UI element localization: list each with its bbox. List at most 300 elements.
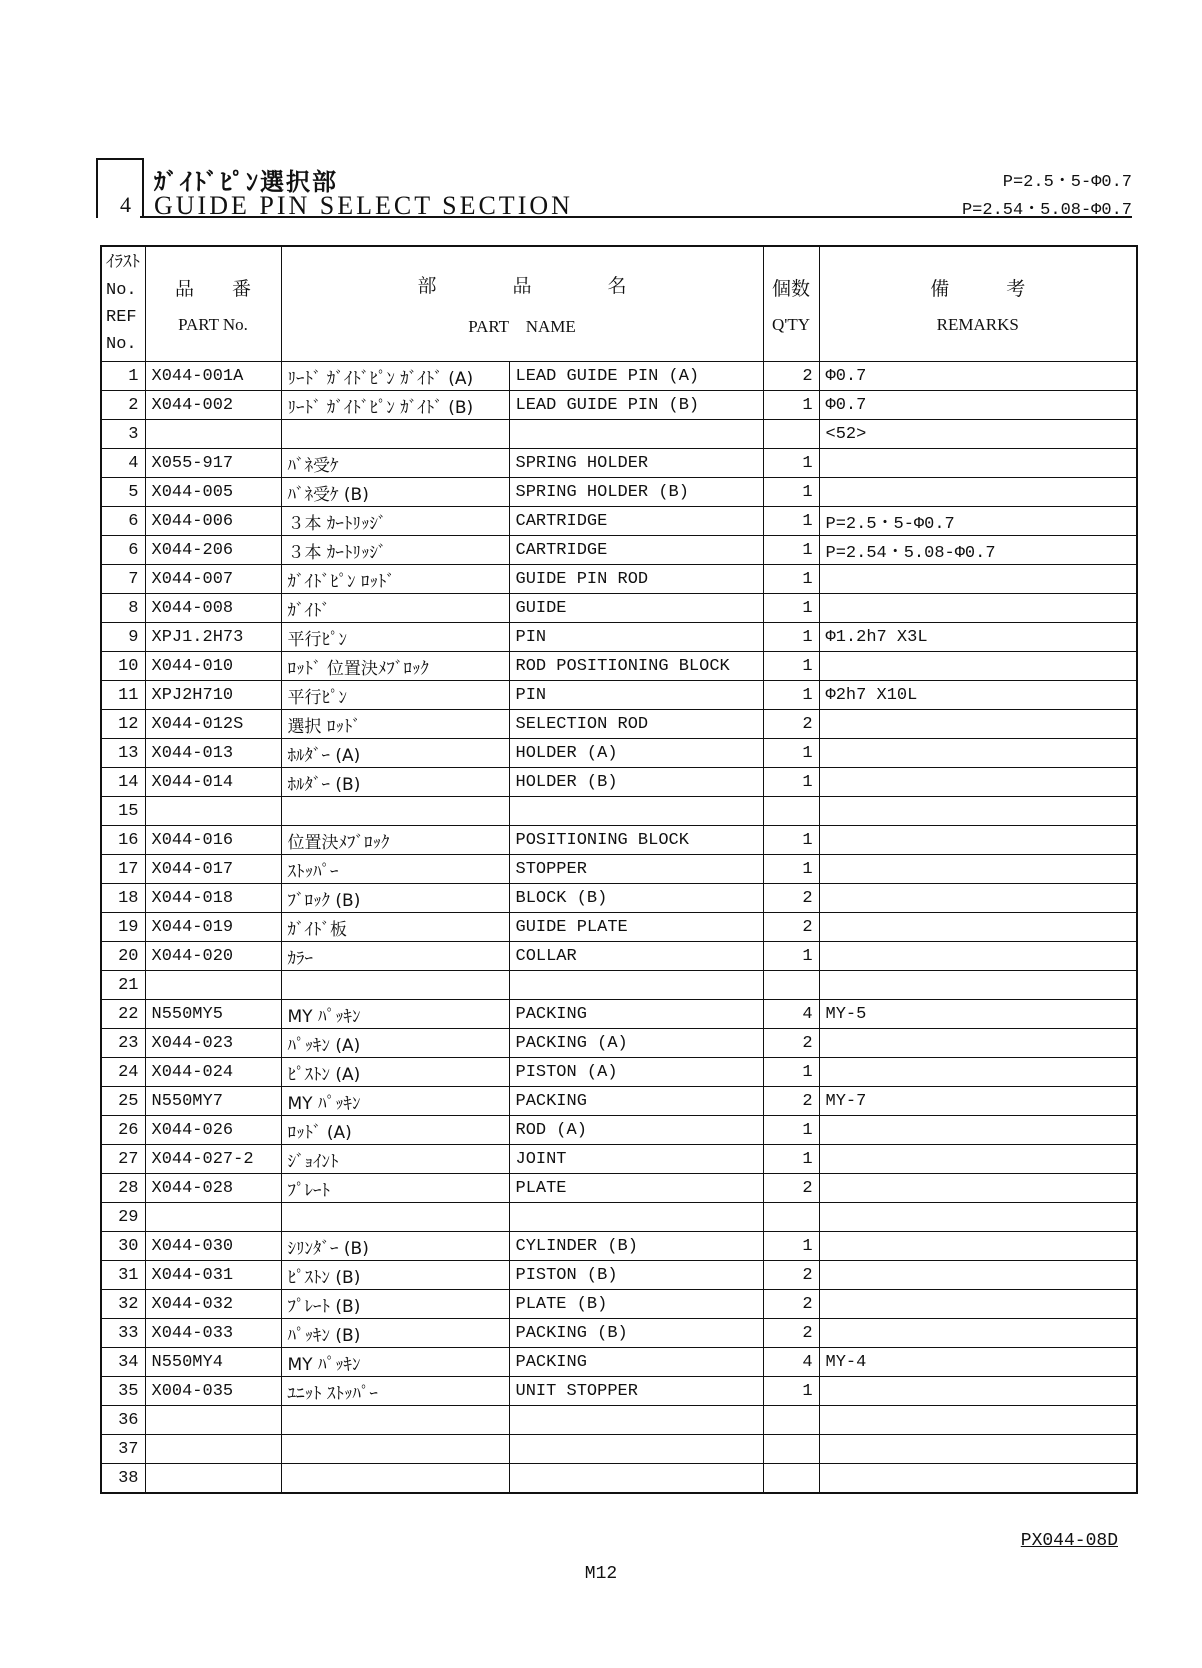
table-row: [101, 507, 1137, 536]
header-ref-line-4: No.: [106, 335, 137, 354]
cell-name-jp: MY ﾊﾟｯｷﾝ: [281, 1000, 509, 1029]
cell-part-no: [145, 1203, 281, 1232]
cell-qty: 1: [763, 1058, 819, 1087]
cell-name-en: PACKING: [509, 1000, 763, 1029]
cell-name-jp: [281, 797, 509, 826]
cell-name-jp: 平行ﾋﾟﾝ: [281, 681, 509, 710]
cell-ref-no: 18: [101, 884, 145, 913]
cell-qty: 1: [763, 594, 819, 623]
cell-qty: 1: [763, 478, 819, 507]
cell-name-jp: ﾛｯﾄﾞ 位置決ﾒﾌﾞﾛｯｸ: [281, 652, 509, 681]
cell-name-jp: [281, 420, 509, 449]
cell-remarks: [819, 971, 1137, 1000]
cell-qty: 2: [763, 1290, 819, 1319]
cell-name-jp: MY ﾊﾟｯｷﾝ: [281, 1348, 509, 1377]
cell-remarks: [819, 913, 1137, 942]
page-number: M12: [584, 1564, 618, 1584]
cell-qty: [763, 971, 819, 1000]
cell-ref-no: 28: [101, 1174, 145, 1203]
cell-remarks: MY-7: [819, 1087, 1137, 1116]
header-part-name-jp: 部 品 名: [417, 275, 627, 297]
cell-name-en: PACKING: [509, 1348, 763, 1377]
cell-name-en: PIN: [509, 623, 763, 652]
cell-qty: 1: [763, 855, 819, 884]
table-row: [101, 1174, 1137, 1203]
cell-remarks: [819, 1261, 1137, 1290]
cell-ref-no: 35: [101, 1377, 145, 1406]
cell-name-jp: ﾋﾟｽﾄﾝ (A): [281, 1058, 509, 1087]
cell-remarks: [819, 1406, 1137, 1435]
cell-part-no: X004-035: [145, 1377, 281, 1406]
cell-part-no: X044-008: [145, 594, 281, 623]
table-row: [101, 1029, 1137, 1058]
cell-ref-no: 23: [101, 1029, 145, 1058]
cell-ref-no: 26: [101, 1116, 145, 1145]
cell-name-jp: ﾘｰﾄﾞ ｶﾞｲﾄﾞﾋﾟﾝ ｶﾞｲﾄﾞ (A): [281, 362, 509, 391]
cell-part-no: X044-002: [145, 391, 281, 420]
cell-part-no: X044-030: [145, 1232, 281, 1261]
table-row: [101, 1116, 1137, 1145]
cell-name-en: [509, 797, 763, 826]
table-row: [101, 884, 1137, 913]
cell-name-en: ROD POSITIONING BLOCK: [509, 652, 763, 681]
table-row: [101, 739, 1137, 768]
cell-ref-no: 36: [101, 1406, 145, 1435]
cell-name-en: [509, 420, 763, 449]
cell-name-en: BLOCK (B): [509, 884, 763, 913]
cell-ref-no: 6: [101, 536, 145, 565]
cell-qty: 4: [763, 1000, 819, 1029]
cell-ref-no: 3: [101, 420, 145, 449]
cell-part-no: [145, 1464, 281, 1494]
cell-ref-no: 16: [101, 826, 145, 855]
cell-name-en: [509, 1203, 763, 1232]
cell-name-jp: ﾋﾟｽﾄﾝ (B): [281, 1261, 509, 1290]
cell-part-no: X044-001A: [145, 362, 281, 391]
pitch-spec-1: P=2.5・5-Φ0.7: [1002, 173, 1132, 192]
table-row: [101, 1087, 1137, 1116]
table-row: [101, 768, 1137, 797]
cell-part-no: X044-033: [145, 1319, 281, 1348]
table-row: [101, 942, 1137, 971]
cell-name-en: [509, 1406, 763, 1435]
cell-name-jp: ﾎﾙﾀﾞｰ (B): [281, 768, 509, 797]
header-ref-no: [101, 246, 145, 362]
cell-name-en: PLATE: [509, 1174, 763, 1203]
cell-part-no: [145, 420, 281, 449]
cell-name-en: CYLINDER (B): [509, 1232, 763, 1261]
cell-ref-no: 27: [101, 1145, 145, 1174]
cell-name-en: PISTON (B): [509, 1261, 763, 1290]
cell-part-no: N550MY7: [145, 1087, 281, 1116]
cell-name-en: GUIDE: [509, 594, 763, 623]
cell-remarks: [819, 826, 1137, 855]
cell-part-no: X044-012S: [145, 710, 281, 739]
cell-name-jp: ｶﾞｲﾄﾞ: [281, 594, 509, 623]
cell-qty: [763, 1435, 819, 1464]
cell-name-jp: ３本 ｶｰﾄﾘｯｼﾞ: [281, 507, 509, 536]
cell-name-en: STOPPER: [509, 855, 763, 884]
cell-ref-no: 1: [101, 362, 145, 391]
cell-remarks: [819, 565, 1137, 594]
cell-qty: 2: [763, 1174, 819, 1203]
table-row: [101, 1058, 1137, 1087]
header-remarks: [819, 246, 1137, 362]
cell-ref-no: 13: [101, 739, 145, 768]
cell-qty: [763, 1464, 819, 1494]
header-ref-line-2: No.: [106, 281, 137, 300]
cell-name-jp: 平行ﾋﾟﾝ: [281, 623, 509, 652]
cell-ref-no: 10: [101, 652, 145, 681]
cell-name-en: [509, 1435, 763, 1464]
table-row: [101, 1145, 1137, 1174]
cell-name-jp: ｶﾞｲﾄﾞﾋﾟﾝ ﾛｯﾄﾞ: [281, 565, 509, 594]
cell-part-no: X044-005: [145, 478, 281, 507]
cell-name-jp: [281, 1406, 509, 1435]
cell-name-en: PACKING (A): [509, 1029, 763, 1058]
cell-remarks: [819, 1464, 1137, 1494]
cell-remarks: [819, 1232, 1137, 1261]
header-remarks-en: REMARKS: [936, 314, 1019, 334]
cell-ref-no: 14: [101, 768, 145, 797]
cell-part-no: X044-006: [145, 507, 281, 536]
header-ref-line-1: ｲﾗｽﾄ: [106, 254, 140, 273]
cell-name-en: HOLDER (A): [509, 739, 763, 768]
table-row: [101, 362, 1137, 391]
cell-ref-no: 5: [101, 478, 145, 507]
cell-name-jp: ﾊﾞﾈ受ｹ: [281, 449, 509, 478]
table-row: [101, 1232, 1137, 1261]
cell-remarks: [819, 884, 1137, 913]
cell-qty: 1: [763, 1145, 819, 1174]
cell-name-en: SPRING HOLDER (B): [509, 478, 763, 507]
cell-qty: 1: [763, 536, 819, 565]
cell-ref-no: 38: [101, 1464, 145, 1494]
header-qty: [763, 246, 819, 362]
cell-remarks: [819, 1377, 1137, 1406]
cell-part-no: N550MY5: [145, 1000, 281, 1029]
cell-name-en: COLLAR: [509, 942, 763, 971]
cell-name-jp: ﾌﾟﾚｰﾄ: [281, 1174, 509, 1203]
header-part-name: [281, 246, 763, 362]
cell-part-no: [145, 797, 281, 826]
cell-remarks: [819, 1203, 1137, 1232]
cell-qty: 1: [763, 768, 819, 797]
cell-ref-no: 4: [101, 449, 145, 478]
cell-remarks: MY-4: [819, 1348, 1137, 1377]
cell-remarks: [819, 594, 1137, 623]
cell-name-en: CARTRIDGE: [509, 536, 763, 565]
cell-name-en: LEAD GUIDE PIN (A): [509, 362, 763, 391]
header-remarks-jp: 備 考: [930, 277, 1026, 300]
cell-name-jp: [281, 1203, 509, 1232]
cell-name-jp: ﾘｰﾄﾞ ｶﾞｲﾄﾞﾋﾟﾝ ｶﾞｲﾄﾞ (B): [281, 391, 509, 420]
header-part-no-jp: 品 番: [174, 277, 251, 300]
table-row: [101, 1377, 1137, 1406]
table-row: [101, 1261, 1137, 1290]
cell-ref-no: 21: [101, 971, 145, 1000]
cell-qty: 1: [763, 391, 819, 420]
cell-remarks: P=2.54・5.08-Φ0.7: [819, 536, 1137, 565]
table-row: [101, 420, 1137, 449]
cell-qty: 2: [763, 884, 819, 913]
cell-ref-no: 33: [101, 1319, 145, 1348]
cell-part-no: X044-010: [145, 652, 281, 681]
table-row: [101, 855, 1137, 884]
cell-part-no: X044-028: [145, 1174, 281, 1203]
cell-qty: 1: [763, 449, 819, 478]
cell-ref-no: 6: [101, 507, 145, 536]
cell-remarks: [819, 652, 1137, 681]
cell-ref-no: 11: [101, 681, 145, 710]
document-code: PX044-08D: [1020, 1531, 1118, 1551]
header-qty-en: Q'TY: [772, 314, 811, 334]
cell-qty: [763, 1406, 819, 1435]
cell-qty: [763, 797, 819, 826]
cell-name-en: SPRING HOLDER: [509, 449, 763, 478]
cell-name-jp: ﾛｯﾄﾞ (A): [281, 1116, 509, 1145]
cell-qty: 2: [763, 362, 819, 391]
cell-name-en: LEAD GUIDE PIN (B): [509, 391, 763, 420]
table-row: [101, 1290, 1137, 1319]
cell-qty: 1: [763, 739, 819, 768]
cell-name-jp: ﾌﾟﾚｰﾄ (B): [281, 1290, 509, 1319]
table-row: [101, 1203, 1137, 1232]
table-row: [101, 1348, 1137, 1377]
cell-name-en: [509, 971, 763, 1000]
cell-ref-no: 9: [101, 623, 145, 652]
cell-ref-no: 22: [101, 1000, 145, 1029]
cell-ref-no: 8: [101, 594, 145, 623]
cell-part-no: [145, 1435, 281, 1464]
table-row: [101, 623, 1137, 652]
cell-part-no: XPJ1.2H73: [145, 623, 281, 652]
cell-name-jp: ｽﾄｯﾊﾟｰ: [281, 855, 509, 884]
cell-name-jp: ３本 ｶｰﾄﾘｯｼﾞ: [281, 536, 509, 565]
cell-qty: [763, 420, 819, 449]
cell-remarks: [819, 942, 1137, 971]
cell-remarks: [819, 478, 1137, 507]
table-row: [101, 449, 1137, 478]
cell-part-no: N550MY4: [145, 1348, 281, 1377]
header-part-name-en: PART NAME: [468, 317, 576, 336]
cell-name-jp: [281, 1464, 509, 1494]
cell-remarks: [819, 1174, 1137, 1203]
cell-remarks: [819, 1435, 1137, 1464]
table-row: [101, 826, 1137, 855]
cell-qty: 2: [763, 1029, 819, 1058]
cell-remarks: [819, 739, 1137, 768]
cell-ref-no: 12: [101, 710, 145, 739]
cell-ref-no: 17: [101, 855, 145, 884]
table-row: [101, 913, 1137, 942]
cell-remarks: [819, 1116, 1137, 1145]
cell-remarks: Φ2h7 X10L: [819, 681, 1137, 710]
cell-part-no: X055-917: [145, 449, 281, 478]
cell-name-jp: ﾌﾞﾛｯｸ (B): [281, 884, 509, 913]
header-ref-line-3: REF: [106, 308, 137, 327]
cell-remarks: [819, 710, 1137, 739]
cell-ref-no: 7: [101, 565, 145, 594]
cell-remarks: [819, 1145, 1137, 1174]
cell-name-en: PACKING (B): [509, 1319, 763, 1348]
cell-remarks: Φ0.7: [819, 362, 1137, 391]
table-row: [101, 1406, 1137, 1435]
header-part-no: [145, 246, 281, 362]
cell-qty: 1: [763, 1377, 819, 1406]
table-row: [101, 1464, 1137, 1494]
cell-name-en: ROD (A): [509, 1116, 763, 1145]
cell-name-en: PISTON (A): [509, 1058, 763, 1087]
cell-ref-no: 15: [101, 797, 145, 826]
cell-remarks: P=2.5・5-Φ0.7: [819, 507, 1137, 536]
cell-remarks: <52>: [819, 420, 1137, 449]
cell-name-en: UNIT STOPPER: [509, 1377, 763, 1406]
cell-part-no: [145, 1406, 281, 1435]
cell-part-no: X044-020: [145, 942, 281, 971]
cell-ref-no: 25: [101, 1087, 145, 1116]
cell-ref-no: 24: [101, 1058, 145, 1087]
cell-name-en: PACKING: [509, 1087, 763, 1116]
cell-remarks: [819, 797, 1137, 826]
cell-name-en: PLATE (B): [509, 1290, 763, 1319]
cell-part-no: X044-007: [145, 565, 281, 594]
cell-ref-no: 20: [101, 942, 145, 971]
cell-qty: 4: [763, 1348, 819, 1377]
cell-qty: 2: [763, 710, 819, 739]
cell-remarks: [819, 768, 1137, 797]
cell-name-jp: [281, 971, 509, 1000]
cell-name-jp: ﾕﾆｯﾄ ｽﾄｯﾊﾟｰ: [281, 1377, 509, 1406]
cell-name-jp: ｶﾞｲﾄﾞ板: [281, 913, 509, 942]
cell-remarks: [819, 1029, 1137, 1058]
cell-name-jp: ﾊﾟｯｷﾝ (B): [281, 1319, 509, 1348]
table-row: [101, 594, 1137, 623]
cell-part-no: X044-031: [145, 1261, 281, 1290]
table-header-row: [101, 246, 1137, 362]
cell-part-no: X044-013: [145, 739, 281, 768]
cell-qty: 1: [763, 652, 819, 681]
cell-qty: 1: [763, 1116, 819, 1145]
header-qty-jp: 個数: [772, 277, 811, 300]
cell-qty: 1: [763, 1232, 819, 1261]
cell-name-jp: ﾎﾙﾀﾞｰ (A): [281, 739, 509, 768]
table-row: [101, 536, 1137, 565]
cell-part-no: XPJ2H710: [145, 681, 281, 710]
cell-ref-no: 34: [101, 1348, 145, 1377]
cell-part-no: X044-018: [145, 884, 281, 913]
table-row: [101, 971, 1137, 1000]
cell-ref-no: 31: [101, 1261, 145, 1290]
table-row: [101, 652, 1137, 681]
section-title-jp: ｶﾞｲﾄﾞﾋﾟﾝ選択部: [154, 168, 338, 196]
cell-remarks: [819, 855, 1137, 884]
cell-ref-no: 2: [101, 391, 145, 420]
cell-name-jp: ｼﾘﾝﾀﾞｰ (B): [281, 1232, 509, 1261]
cell-name-jp: [281, 1435, 509, 1464]
cell-remarks: [819, 449, 1137, 478]
table-row: [101, 797, 1137, 826]
cell-ref-no: 19: [101, 913, 145, 942]
cell-name-jp: 位置決ﾒﾌﾞﾛｯｸ: [281, 826, 509, 855]
table-row: [101, 1000, 1137, 1029]
cell-name-jp: ﾊﾞﾈ受ｹ (B): [281, 478, 509, 507]
cell-name-en: GUIDE PLATE: [509, 913, 763, 942]
cell-name-jp: MY ﾊﾟｯｷﾝ: [281, 1087, 509, 1116]
cell-qty: 2: [763, 913, 819, 942]
cell-name-jp: ｶﾗｰ: [281, 942, 509, 971]
table-row: [101, 681, 1137, 710]
cell-part-no: X044-027-2: [145, 1145, 281, 1174]
pitch-spec-2: P=2.54・5.08-Φ0.7: [961, 201, 1132, 220]
cell-part-no: [145, 971, 281, 1000]
section-header: [96, 158, 1132, 218]
table-row: [101, 391, 1137, 420]
cell-name-en: PIN: [509, 681, 763, 710]
table-row: [101, 1319, 1137, 1348]
cell-remarks: MY-5: [819, 1000, 1137, 1029]
cell-part-no: X044-024: [145, 1058, 281, 1087]
cell-name-en: HOLDER (B): [509, 768, 763, 797]
cell-remarks: [819, 1290, 1137, 1319]
cell-remarks: [819, 1058, 1137, 1087]
cell-ref-no: 32: [101, 1290, 145, 1319]
cell-part-no: X044-206: [145, 536, 281, 565]
cell-qty: 1: [763, 507, 819, 536]
cell-part-no: X044-017: [145, 855, 281, 884]
cell-ref-no: 30: [101, 1232, 145, 1261]
cell-name-jp: ｼﾞｮｲﾝﾄ: [281, 1145, 509, 1174]
cell-qty: 1: [763, 623, 819, 652]
table-row: [101, 565, 1137, 594]
cell-qty: 1: [763, 565, 819, 594]
cell-ref-no: 29: [101, 1203, 145, 1232]
cell-part-no: X044-026: [145, 1116, 281, 1145]
cell-name-jp: 選択 ﾛｯﾄﾞ: [281, 710, 509, 739]
cell-name-en: CARTRIDGE: [509, 507, 763, 536]
table-row: [101, 478, 1137, 507]
cell-qty: 2: [763, 1261, 819, 1290]
table-row: [101, 710, 1137, 739]
cell-name-en: JOINT: [509, 1145, 763, 1174]
header-part-no-en: PART No.: [178, 314, 248, 334]
cell-name-en: POSITIONING BLOCK: [509, 826, 763, 855]
cell-qty: 1: [763, 826, 819, 855]
table-row: [101, 1435, 1137, 1464]
cell-part-no: X044-023: [145, 1029, 281, 1058]
cell-name-en: GUIDE PIN ROD: [509, 565, 763, 594]
cell-qty: 1: [763, 681, 819, 710]
cell-name-en: SELECTION ROD: [509, 710, 763, 739]
cell-part-no: X044-016: [145, 826, 281, 855]
section-title-en: GUIDE PIN SELECT SECTION: [154, 191, 573, 220]
cell-remarks: Φ1.2h7 X3L: [819, 623, 1137, 652]
cell-remarks: [819, 1319, 1137, 1348]
cell-name-en: [509, 1464, 763, 1494]
cell-name-jp: ﾊﾟｯｷﾝ (A): [281, 1029, 509, 1058]
cell-part-no: X044-032: [145, 1290, 281, 1319]
parts-table-body: [101, 362, 1137, 1494]
cell-qty: [763, 1203, 819, 1232]
cell-part-no: X044-019: [145, 913, 281, 942]
cell-part-no: X044-014: [145, 768, 281, 797]
cell-qty: 1: [763, 942, 819, 971]
cell-qty: 2: [763, 1087, 819, 1116]
parts-table: [100, 245, 1138, 1494]
cell-remarks: Φ0.7: [819, 391, 1137, 420]
cell-ref-no: 37: [101, 1435, 145, 1464]
section-number: 4: [120, 192, 131, 217]
